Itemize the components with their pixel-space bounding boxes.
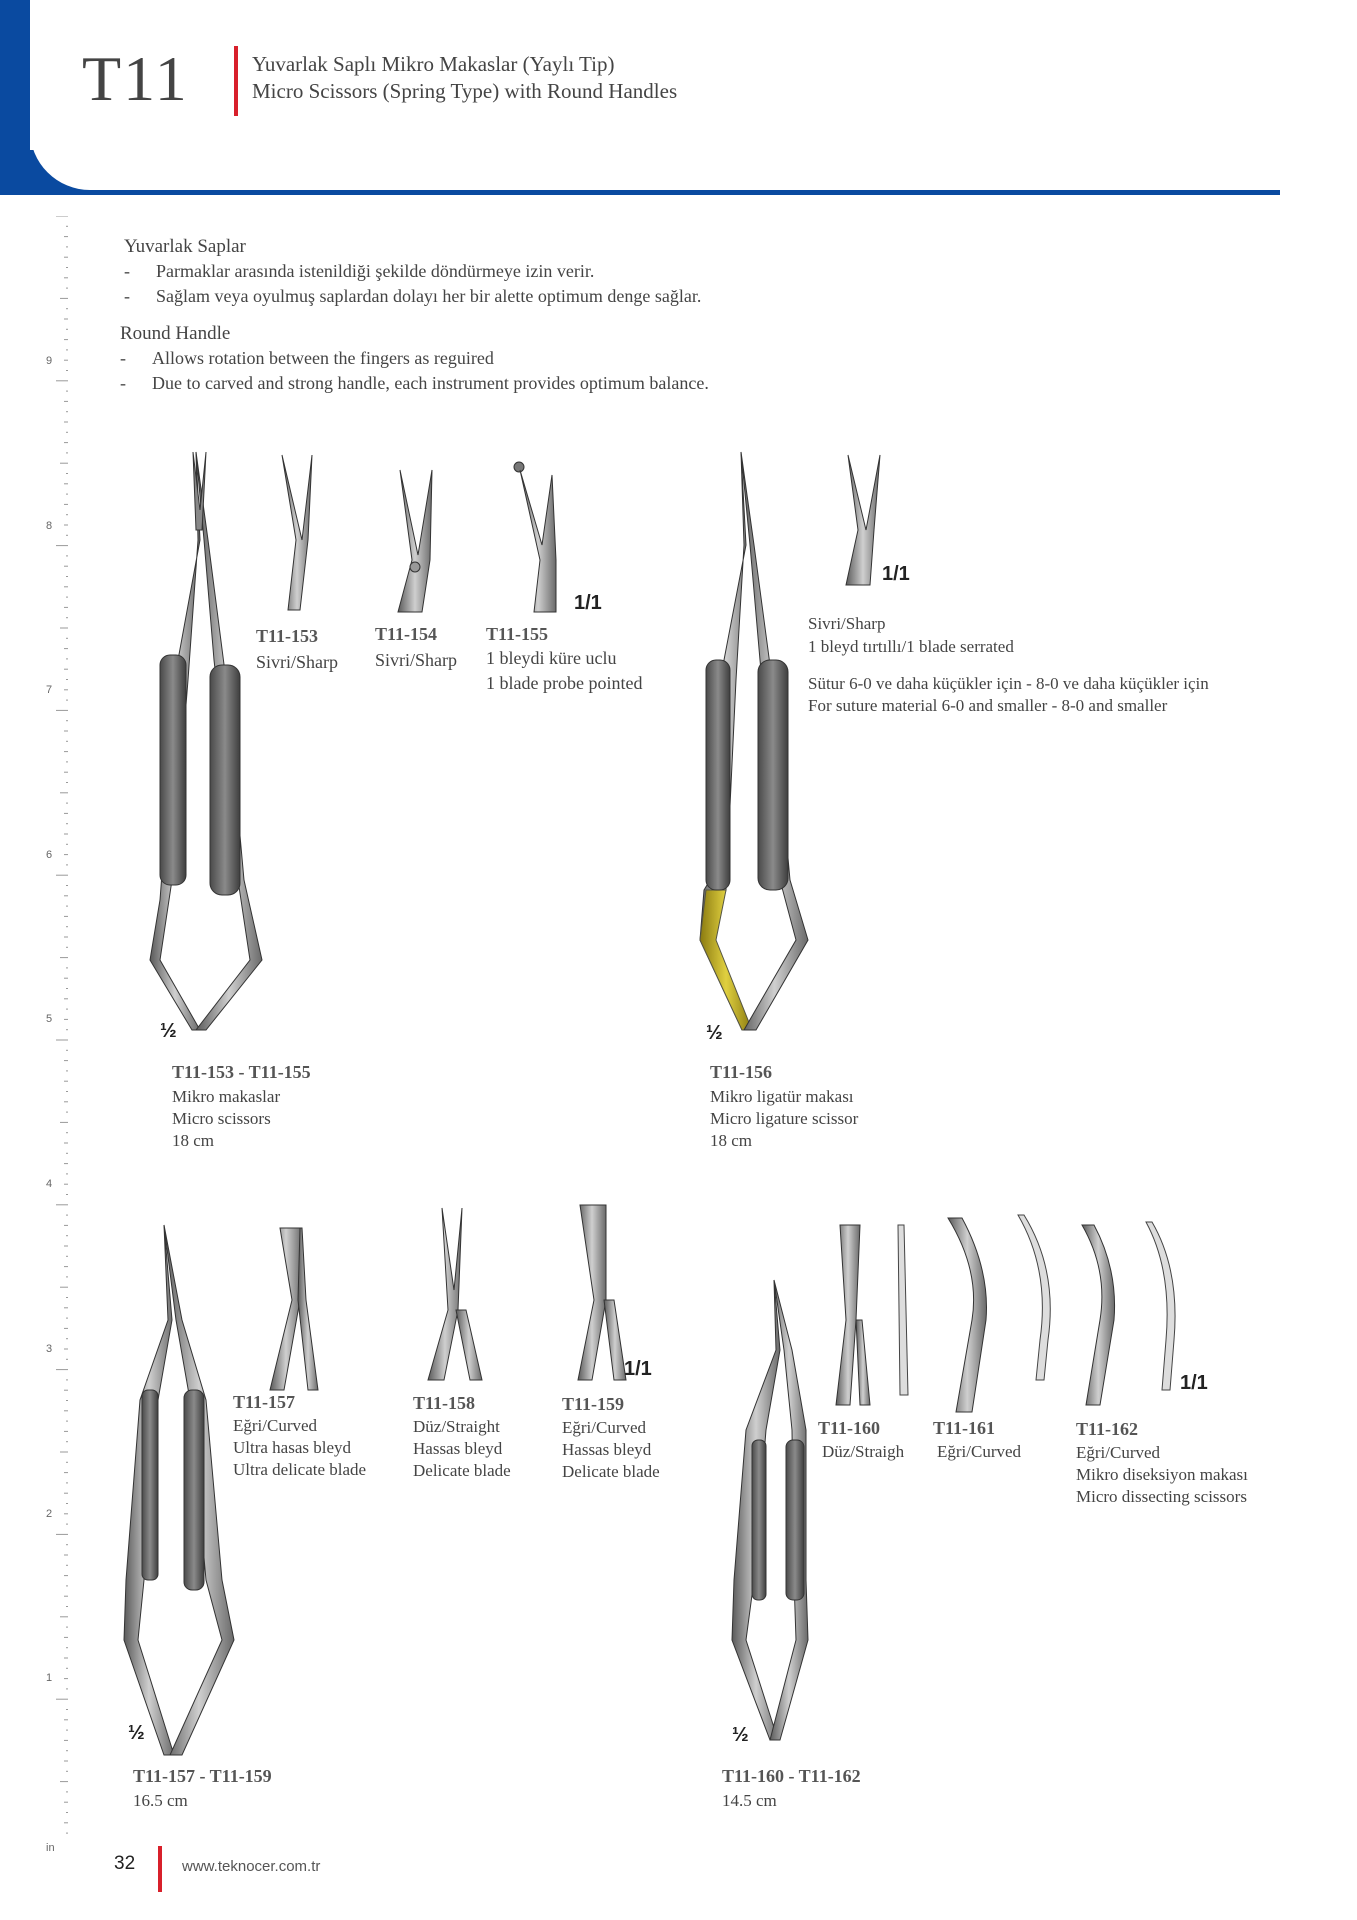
scale-label-half: ½	[706, 1022, 723, 1044]
product-157-line-3: Ultra delicate blade	[233, 1460, 367, 1479]
title-turkish: Yuvarlak Saplı Mikro Makaslar (Yaylı Tip)	[252, 52, 615, 76]
ruler-mark-1: 1	[46, 1672, 53, 1684]
product-desc-155-1: 1 bleydi küre uclu	[486, 648, 617, 668]
intro-dash: -	[120, 348, 126, 368]
group-156-line-2: Micro ligature scissor	[710, 1109, 859, 1128]
product-code-159: T11-159	[562, 1394, 625, 1414]
ruler-mark-8: 8	[46, 520, 53, 532]
scissor-full-153-155	[150, 452, 262, 1030]
intro-dash: -	[120, 373, 126, 393]
intro-point-en-2: Due to carved and strong handle, each instrument provides optimum balance.	[152, 373, 709, 393]
tip-154	[398, 470, 432, 612]
footer-website-link[interactable]: www.teknocer.com.tr	[182, 1858, 321, 1875]
product-159-line-2: Hassas bleyd	[562, 1440, 652, 1459]
ruler-mark-3: 3	[46, 1343, 53, 1355]
product-desc-154: Sivri/Sharp	[375, 650, 458, 670]
tip-155	[514, 462, 556, 612]
scissor-full-156	[700, 452, 808, 1030]
group-157-159-line-1: 16.5 cm	[133, 1791, 188, 1810]
ruler-mark-5: 5	[46, 1013, 53, 1025]
intro-point-tr-1: Parmaklar arasında istenildiği şekilde döndürmeye izin verir.	[156, 261, 595, 281]
group-code-153-155: T11-153 - T11-155	[172, 1062, 311, 1082]
detail-156-line-3: Sütur 6-0 ve daha küçükler için - 8-0 ve daha küçükler için	[808, 674, 1209, 693]
group-code-157-159: T11-157 - T11-159	[133, 1766, 272, 1786]
tip-156	[846, 455, 880, 585]
tip-159	[578, 1205, 626, 1380]
scissor-full-157-159	[124, 1225, 234, 1755]
footer-red-divider	[158, 1846, 162, 1892]
detail-156-line-4: For suture material 6-0 and smaller - 8-0 and smaller	[808, 696, 1168, 715]
product-code-157: T11-157	[233, 1392, 296, 1412]
intro-point-en-1: Allows rotation between the fingers as reguired	[152, 348, 494, 368]
tip-157	[270, 1228, 318, 1390]
tip-153	[282, 455, 312, 610]
intro-heading-tr: Yuvarlak Saplar	[124, 236, 246, 257]
product-158-line-1: Düz/Straight	[413, 1417, 500, 1436]
detail-156-line-1: Sivri/Sharp	[808, 614, 886, 633]
product-157-line-2: Ultra hasas bleyd	[233, 1438, 352, 1457]
detail-156-line-2: 1 bleyd tırtıllı/1 blade serrated	[808, 637, 1014, 656]
tip-162	[1082, 1222, 1175, 1405]
ruler-mark-6: 6	[46, 849, 53, 861]
tip-158	[428, 1208, 482, 1380]
group-code-160-162: T11-160 - T11-162	[722, 1766, 861, 1786]
intro-point-tr-2: Sağlam veya oyulmuş saplardan dolayı her bir alette optimum denge sağlar.	[156, 286, 702, 306]
group-156-line-1: Mikro ligatür makası	[710, 1087, 854, 1106]
product-159-line-3: Delicate blade	[562, 1462, 660, 1481]
product-code-160: T11-160	[818, 1418, 881, 1438]
intro-dash: -	[124, 261, 130, 281]
scale-label-full: 1/1	[1180, 1372, 1208, 1394]
title-english: Micro Scissors (Spring Type) with Round Handles	[252, 79, 678, 103]
product-161-line-1: Eğri/Curved	[937, 1442, 1022, 1461]
product-162-line-3: Micro dissecting scissors	[1076, 1487, 1247, 1506]
product-158-line-2: Hassas bleyd	[413, 1439, 503, 1458]
tip-161	[948, 1215, 1050, 1412]
scale-label-full: 1/1	[624, 1358, 652, 1380]
group-153-155-line-1: Mikro makaslar	[172, 1087, 281, 1106]
page-number: 32	[114, 1853, 136, 1874]
group-156-line-3: 18 cm	[710, 1131, 753, 1150]
product-157-line-1: Eğri/Curved	[233, 1416, 318, 1435]
product-code-155: T11-155	[486, 624, 549, 644]
product-code-161: T11-161	[933, 1418, 996, 1438]
product-code-153: T11-153	[256, 626, 319, 646]
ruler-mark-7: 7	[46, 684, 53, 696]
product-158-line-3: Delicate blade	[413, 1461, 511, 1480]
intro-heading-en: Round Handle	[120, 323, 231, 344]
group-160-162-line-1: 14.5 cm	[722, 1791, 777, 1810]
ruler-mark-4: 4	[46, 1178, 53, 1190]
ruler-unit: in	[46, 1842, 55, 1854]
product-159-line-1: Eğri/Curved	[562, 1418, 647, 1437]
ruler-mark-9: 9	[46, 355, 53, 367]
group-153-155-line-3: 18 cm	[172, 1131, 215, 1150]
ruler-mark-2: 2	[46, 1508, 53, 1520]
product-code-154: T11-154	[375, 624, 438, 644]
tip-160	[836, 1225, 908, 1405]
section-code: T11	[82, 43, 189, 114]
product-desc-153: Sivri/Sharp	[256, 652, 339, 672]
product-code-162: T11-162	[1076, 1419, 1139, 1439]
product-code-158: T11-158	[413, 1393, 476, 1413]
scissor-full-160-162	[732, 1280, 808, 1740]
scale-label-half: ½	[732, 1724, 749, 1746]
scale-label-half: ½	[160, 1020, 177, 1042]
product-desc-155-2: 1 blade probe pointed	[486, 673, 643, 693]
scale-label-half: ½	[128, 1722, 145, 1744]
intro-dash: -	[124, 286, 130, 306]
scale-label-full: 1/1	[882, 563, 910, 585]
product-160-line-1: Düz/Straigh	[822, 1442, 905, 1461]
group-153-155-line-2: Micro scissors	[172, 1109, 271, 1128]
product-162-line-1: Eğri/Curved	[1076, 1443, 1161, 1462]
scale-label-full: 1/1	[574, 592, 602, 614]
group-code-156: T11-156	[710, 1062, 773, 1082]
product-162-line-2: Mikro diseksiyon makası	[1076, 1465, 1248, 1484]
